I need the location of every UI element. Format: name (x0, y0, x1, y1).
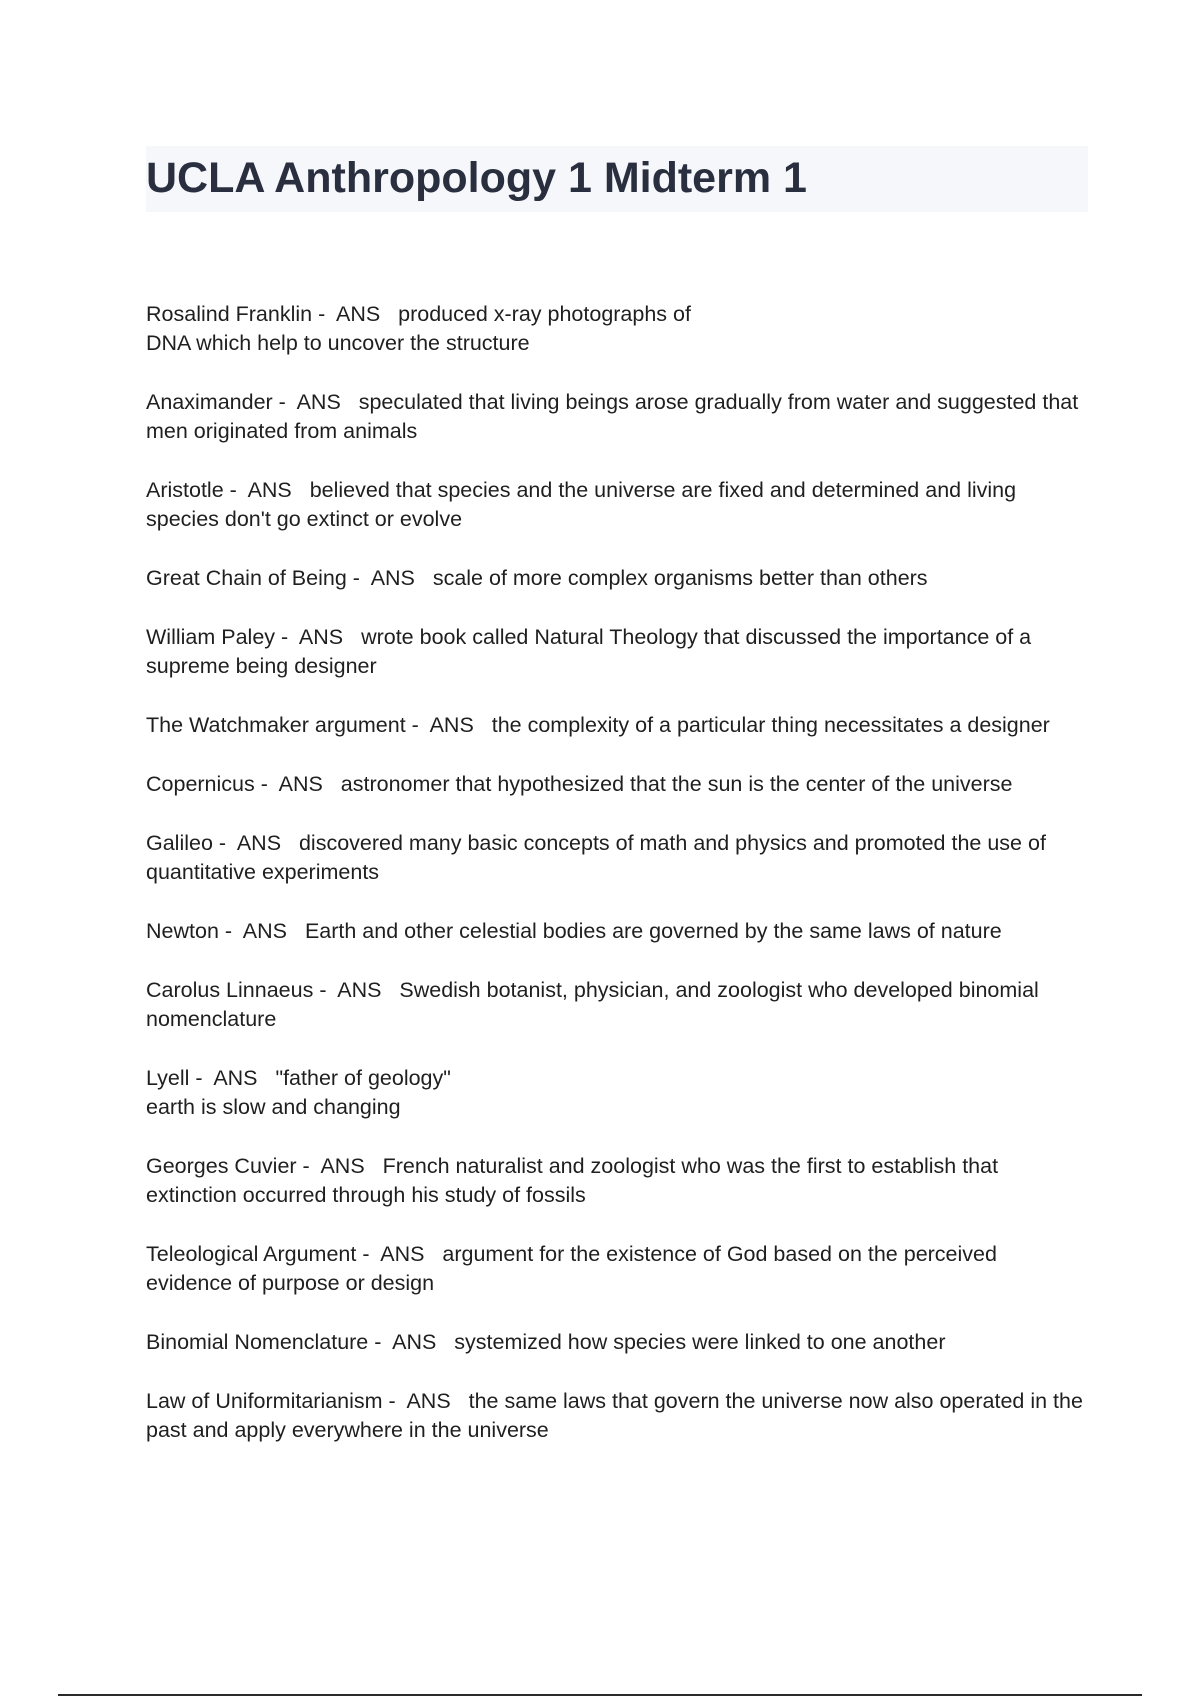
flashcard-entry (146, 1152, 1086, 1210)
entry-separator: - ANS (189, 1066, 276, 1090)
entry-term: Newton (146, 919, 219, 943)
entry-term: Great Chain of Being (146, 566, 347, 590)
entry-answer: Swedish botanist, physician, and zoologist who developed binomial nomenclature (146, 978, 1039, 1031)
entry-separator: - ANS (218, 919, 305, 943)
entry-separator: - ANS (346, 566, 433, 590)
entry-separator: - ANS (212, 831, 299, 855)
entry-term: Aristotle (146, 478, 224, 502)
entry-separator: - ANS (296, 1154, 383, 1178)
flashcard-entry (146, 300, 1086, 358)
entry-term: Teleological Argument (146, 1242, 357, 1266)
entry-separator: - ANS (313, 978, 400, 1002)
entry-separator: - ANS (272, 390, 359, 414)
entry-answer: wrote book called Natural Theology that discussed the importance of a supreme being designer (146, 625, 1032, 678)
entry-answer: the complexity of a particular thing necessitates a designer (491, 713, 1050, 737)
page-title: UCLA Anthropology 1 Midterm 1 (146, 154, 807, 202)
entry-answer: systemized how species were linked to one another (454, 1330, 946, 1354)
entry-answer: Earth and other celestial bodies are governed by the same laws of nature (304, 919, 1002, 943)
entry-answer: produced x-ray photographs of DNA which help to uncover the structure (146, 302, 691, 355)
entry-separator: - ANS (275, 625, 362, 649)
entry-term: Law of Uniformitarianism (146, 1389, 383, 1413)
entry-answer: believed that species and the universe are fixed and determined and living species don't go extinct or evolve (146, 478, 1017, 531)
flashcard-entry (146, 770, 1086, 799)
entry-separator: - ANS (405, 713, 492, 737)
entry-term: William Paley (146, 625, 276, 649)
entry-answer: scale of more complex organisms better than others (432, 566, 928, 590)
entry-separator: - ANS (312, 302, 399, 326)
flashcard-entry (146, 564, 1086, 593)
flashcard-entry (146, 1387, 1086, 1445)
entry-term: Anaximander (146, 390, 273, 414)
entry-answer: speculated that living beings arose gradually from water and suggested that men originated from animals (146, 390, 1079, 443)
entry-separator: - ANS (368, 1330, 455, 1354)
entry-term: The Watchmaker argument (146, 713, 406, 737)
entry-term: Georges Cuvier (146, 1154, 297, 1178)
entry-separator: - ANS (356, 1242, 443, 1266)
entry-answer: French naturalist and zoologist who was the first to establish that extinction occurred through his study of fossils (146, 1154, 999, 1207)
flashcard-entry (146, 388, 1086, 446)
flashcard-list (146, 300, 1086, 1475)
flashcard-entry (146, 623, 1086, 681)
entry-term: Galileo (146, 831, 213, 855)
footer-divider (58, 1694, 1142, 1696)
flashcard-entry (146, 917, 1086, 946)
flashcard-entry (146, 976, 1086, 1034)
entry-answer: astronomer that hypothesized that the sun is the center of the universe (340, 772, 1013, 796)
entry-separator: - ANS (382, 1389, 469, 1413)
entry-term: Carolus Linnaeus (146, 978, 314, 1002)
entry-term: Binomial Nomenclature (146, 1330, 369, 1354)
entry-separator: - ANS (223, 478, 310, 502)
entry-answer: "father of geology" earth is slow and changing (146, 1066, 451, 1119)
entry-term: Rosalind Franklin (146, 302, 313, 326)
entry-answer: discovered many basic concepts of math and physics and promoted the use of quantitative experiments (146, 831, 1046, 884)
entry-answer: the same laws that govern the universe now also operated in the past and apply everywhere in the universe (146, 1389, 1083, 1442)
entry-term: Lyell (146, 1066, 190, 1090)
flashcard-entry (146, 1328, 1086, 1357)
flashcard-entry (146, 829, 1086, 887)
entry-separator: - ANS (254, 772, 341, 796)
entry-answer: argument for the existence of God based on the perceived evidence of purpose or design (146, 1242, 997, 1295)
flashcard-entry (146, 711, 1086, 740)
flashcard-entry (146, 476, 1086, 534)
flashcard-entry (146, 1240, 1086, 1298)
flashcard-entry (146, 1064, 1086, 1122)
entry-term: Copernicus (146, 772, 255, 796)
